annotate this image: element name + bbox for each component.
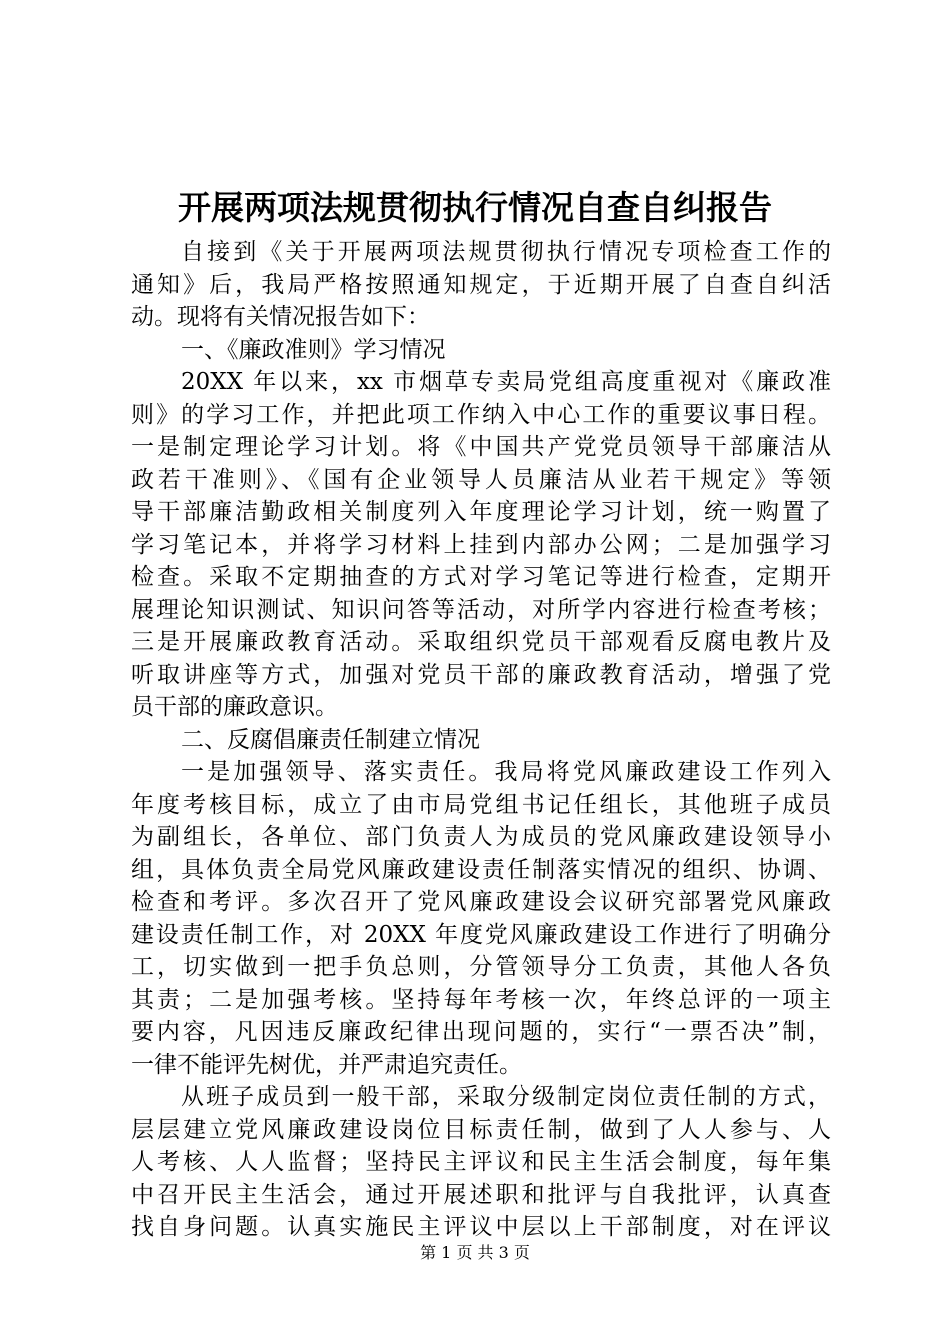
text-line: 组，具体负责全局党风廉政建设责任制落实情况的组织、协调、: [131, 856, 831, 883]
text-line: 检查和考评。多次召开了党风廉政建设会议研究部署党风廉政: [131, 889, 831, 915]
text-line: 一、《廉政准则》学习情况: [181, 336, 446, 363]
document-body: [131, 236, 831, 1244]
text-line: 学习笔记本，并将学习材料上挂到内部办公网；二是加强学习: [131, 531, 831, 558]
text-line: 政若干准则》、《国有企业领导人员廉洁从业若干规定》等领: [131, 466, 831, 493]
text-line: 一是制定理论学习计划。将《中国共产党党员领导干部廉洁从: [131, 434, 831, 460]
text-line: 通知》后，我局严格按照通知规定，于近期开展了自查自纠活: [131, 271, 831, 298]
text-line: 二、反腐倡廉责任制建立情况: [181, 726, 480, 753]
text-line: 建设责任制工作，对 20XX 年度党风廉政建设工作进行了明确分: [131, 921, 831, 948]
text-line: 层层建立党风廉政建设岗位目标责任制，做到了人人参与、人: [131, 1116, 831, 1143]
text-line: 人考核、人人监督；坚持民主评议和民主生活会制度，每年集: [131, 1149, 831, 1175]
page-footer: 第 1 页 共 3 页: [420, 1243, 530, 1262]
text-line: 中召开民主生活会，通过开展述职和批评与自我批评，认真查: [131, 1181, 831, 1208]
text-line: 一律不能评先树优，并严肃追究责任。: [131, 1051, 522, 1078]
text-line: 其责；二是加强考核。坚持每年考核一次，年终总评的一项主: [131, 986, 831, 1013]
text-line: 年度考核目标，成立了由市局党组书记任组长，其他班子成员: [131, 791, 831, 818]
text-line: 动。现将有关情况报告如下：: [131, 304, 430, 330]
text-line: 一是加强领导、落实责任。我局将党风廉政建设工作列入: [181, 759, 831, 785]
text-line: 导干部廉洁勤政相关制度列入年度理论学习计划，统一购置了: [131, 499, 831, 525]
text-line: 检查。采取不定期抽查的方式对学习笔记等进行检查，定期开: [131, 564, 831, 590]
text-line: 则》的学习工作，并把此项工作纳入中心工作的重要议事日程。: [131, 401, 831, 428]
text-line: 展理论知识测试、知识问答等活动，对所学内容进行检查考核；: [131, 596, 831, 623]
text-line: 找自身问题。认真实施民主评议中层以上干部制度，对在评议: [131, 1214, 831, 1240]
text-line: 员干部的廉政意识。: [131, 694, 338, 720]
text-line: 工，切实做到一把手负总则，分管领导分工负责，其他人各负: [131, 954, 831, 980]
text-line: 三是开展廉政教育活动。采取组织党员干部观看反腐电教片及: [131, 629, 831, 655]
text-line: 听取讲座等方式，加强对党员干部的廉政教育活动，增强了党: [131, 661, 831, 688]
document-title: 开展两项法规贯彻执行情况自查自纠报告: [178, 188, 772, 227]
text-line: 自接到《关于开展两项法规贯彻执行情况专项检查工作的: [181, 239, 831, 265]
text-line: 要内容，凡因违反廉政纪律出现问题的，实行“一票否决”制，: [131, 1019, 831, 1045]
text-line: 20XX 年以来，xx 市烟草专卖局党组高度重视对《廉政准: [181, 369, 831, 395]
text-line: 为副组长，各单位、部门负责人为成员的党风廉政建设领导小: [131, 824, 831, 850]
text-line: 从班子成员到一般干部，采取分级制定岗位责任制的方式，: [181, 1084, 831, 1110]
